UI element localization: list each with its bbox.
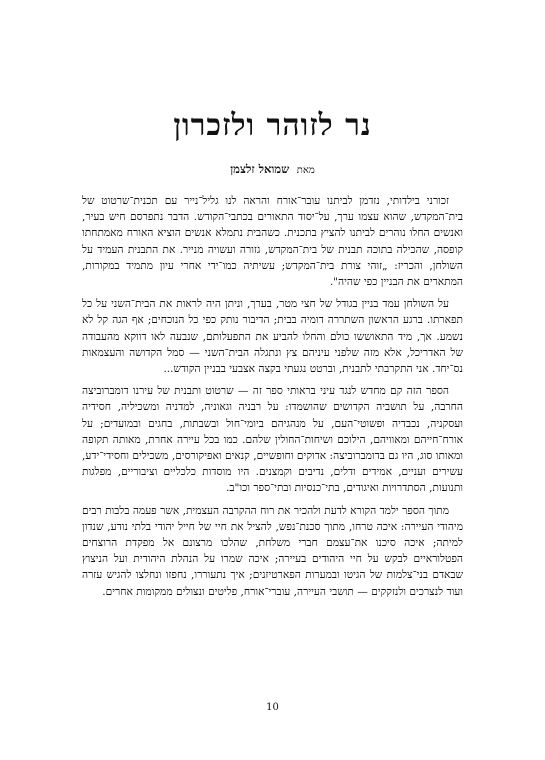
- paragraph: הספר הזה קם מחדש לנגד עיני בראותי ספר זה — שרטוט ותבנית של עירנו דומברוביצה החרבה, על תושביה הקדושים שהושמדו: על רבניה וגאוניה, למדניה ומשכיליה, חסידיה ועסקניה, נכבדיה ופשוטי־העם, על מנהגיהם ביומי־חול ובשבתות, בחגים ובמועדים; על אורח־חייהם ומאוויהם, הילוכם ושיחות־החולין שלהם. כמו בכל עיירה אחרת, מאותה תקופה ומאותו סוג, היו גם בדומברוביצה: אדוקים וחופשיים, קנאים ואפיקורסים, משכילים וחסידי־ידע, עשירים ועניים, אמידים ודלים, נדיבים וקמצנים. היו מוסדות כלכליים וציבוריים, מפלגות ותנועות, הסתדרויות ואיגודים, בתי־כנסיות ובתי־ספר וכו"ב.: [82, 385, 463, 495]
- page-number: 10: [266, 702, 279, 713]
- author-name: שמואל זלצמן: [230, 162, 290, 176]
- article-body: [82, 193, 463, 606]
- paragraph: מתוך הספר ילמד הקורא לדעת ולהכיר את רוח ההקרבה העצמית, אשר פעמה בלבות רבים מיהודי העיירה: איכה טרחו, מתוך סכנת־נפש, להציל את חיי של חייל יהודי בלתי נודע, שנדון למיתה; איכה סיכנו את־עצמם חברי משלחת, שהלכו מרצונם אל מפקדת הרוצחים הפטלוראיים לבקש על חיי היהודים בעיירה; איכה שמרו על הנהלת היהודית ועל הניצוץ שבאדם בני־צלמות של הגיטו ובמערות הפארטיזנים; איך נתעוררו, נחפזו ונחלצו להגיש עזרה ועוד לנצרכים ולנזקקים — תושבי העיירה, עוברי־אורח, פליטים ונצולים ממקומות אחרים.: [82, 504, 463, 598]
- page-title: נר לזוהר ולזכרון: [173, 108, 372, 143]
- byline-prefix: מאת: [296, 165, 315, 176]
- paragraph: זכורני בילדותי, נזדמן לביתנו עובר־אורח והראה לנו גליל־נייר עם תכנית־שרטוט של בית־המקדש, שהוא עצמו ערך, על־יסוד התאורים בכתבי־הקודש. הדבר נתפרסם חיש בעיר, ואנשים החלו נוהרים לביתנו להציץ בתכנית. כשהבית נתמלא אנשים הוציא האורח מאמתחתו קופסה, שהכילה בתוכה תבנית של בית־המקדש, גזורה ועשויה מנייר. את התבנית העמיד על השולחן, והכריז: „זוהי צורת בית־המקדש; עשיתיה כמו־ידי אחרי עיון מתמיד במקורות, המתארים את הבניין כפי שהיה".: [82, 195, 463, 289]
- paragraph: על השולחן עמד בניין בגודל של חצי מטר, בערך, וניתן היה לראות את הבית־השני על כל תפארתו. ברגע הראשון השתררה דומיה בבית; הדיבור נותק כפי כל הנוכחים; אף הגה קל לא נשמע. אך, מיד התאוששו כולם והחלו להביע את התפעלותם, שנבעה לאו דווקא מהעבודה של האדריכל, אלא מזה שלפני עיניהם צץ ונתגלה הבית־השני — סמל הקדושה והעצמאות נס־יחד. אני התקרבתי לתבנית, וברטט נגעתי בקצה אצבעי בבניין הקודש...: [82, 298, 463, 376]
- byline: [0, 162, 545, 176]
